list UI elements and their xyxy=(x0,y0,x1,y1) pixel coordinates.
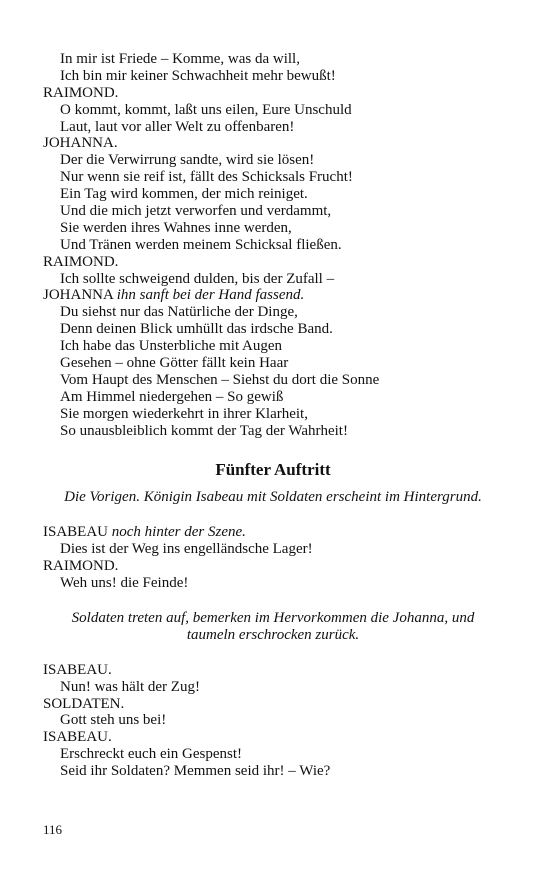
dialogue-block xyxy=(43,541,503,592)
dialogue-block xyxy=(43,662,503,780)
stage-direction: Soldaten treten auf, bemerken im Hervorkommen die Johanna, und xyxy=(71,609,475,626)
verse-line: Denn deinen Blick umhüllt das irdsche Band. xyxy=(60,321,333,338)
verse-line: Ich habe das Unsterbliche mit Augen xyxy=(60,338,283,355)
speaker-name: ISABEAU. xyxy=(43,661,112,678)
verse-line: Gesehen – ohne Götter fällt kein Haar xyxy=(60,355,289,372)
verse-line: Dies ist der Weg ins engelländsche Lager! xyxy=(60,541,313,558)
page-number: 116 xyxy=(43,822,63,837)
speaker-line xyxy=(43,524,503,541)
speaker-name: RAIMOND. xyxy=(43,253,119,270)
verse-line: Sie werden ihres Wahnes inne werden, xyxy=(60,219,292,236)
verse-line: Nun! was hält der Zug! xyxy=(60,678,200,695)
verse-line: Ein Tag wird kommen, der mich reiniget. xyxy=(60,186,308,203)
verse-line: Nur wenn sie reif ist, fällt des Schicksals Frucht! xyxy=(60,169,353,186)
verse-line: O kommt, kommt, laßt uns eilen, Eure Unschuld xyxy=(60,101,352,118)
verse-line: Am Himmel niedergehen – So gewiß xyxy=(60,388,284,405)
spacer xyxy=(43,644,503,662)
verse-line: Vom Haupt des Menschen – Siehst du dort die Sonne xyxy=(60,371,380,388)
verse-line: Und Tränen werden meinem Schicksal fließen. xyxy=(60,236,342,253)
speaker-line xyxy=(43,287,503,304)
verse-line: Sie morgen wiederkehrt in ihrer Klarheit, xyxy=(60,405,308,422)
dialogue-block xyxy=(43,304,503,439)
verse-line: Gott steh uns bei! xyxy=(60,712,167,729)
verse-line: Der die Verwirrung sandte, wird sie lösen! xyxy=(60,152,315,169)
speaker-name: RAIMOND. xyxy=(43,84,119,101)
verse-line: Und die mich jetzt verworfen und verdammt, xyxy=(60,203,332,220)
verse-line: Seid ihr Soldaten? Memmen seid ihr! – Wie? xyxy=(60,763,331,780)
stage-direction: ihn sanft bei der Hand fassend. xyxy=(116,287,305,304)
scene-title: Fünfter Auftritt xyxy=(215,460,331,480)
page-text xyxy=(43,51,503,780)
speaker-name: JOHANNA xyxy=(43,287,114,304)
verse-line: Laut, laut vor aller Welt zu offenbaren! xyxy=(60,118,295,135)
verse-line: In mir ist Friede – Komme, was da will, xyxy=(60,51,300,67)
scene-direction: Die Vorigen. Königin Isabeau mit Soldaten erscheint im Hintergrund. xyxy=(64,489,482,506)
speaker-name: ISABEAU xyxy=(43,524,109,541)
verse-line: So unausbleiblich kommt der Tag der Wahrheit! xyxy=(60,422,348,439)
speaker-name: JOHANNA. xyxy=(43,135,118,152)
spacer xyxy=(43,506,503,524)
speaker-name: RAIMOND. xyxy=(43,558,119,575)
stage-direction: noch hinter der Szene. xyxy=(111,524,246,541)
speaker-name: ISABEAU. xyxy=(43,729,112,746)
verse-line: Erschreckt euch ein Gespenst! xyxy=(60,746,243,763)
speaker-name: SOLDATEN. xyxy=(43,695,125,712)
spacer xyxy=(43,592,503,610)
verse-line: Weh uns! die Feinde! xyxy=(60,575,189,592)
verse-line: Ich sollte schweigend dulden, bis der Zufall – xyxy=(60,270,335,287)
dialogue-block xyxy=(43,51,503,287)
stage-direction: taumeln erschrocken zurück. xyxy=(186,626,360,643)
verse-line: Du siehst nur das Natürliche der Dinge, xyxy=(60,304,298,321)
verse-line: Ich bin mir keiner Schwachheit mehr bewußt! xyxy=(60,67,336,84)
